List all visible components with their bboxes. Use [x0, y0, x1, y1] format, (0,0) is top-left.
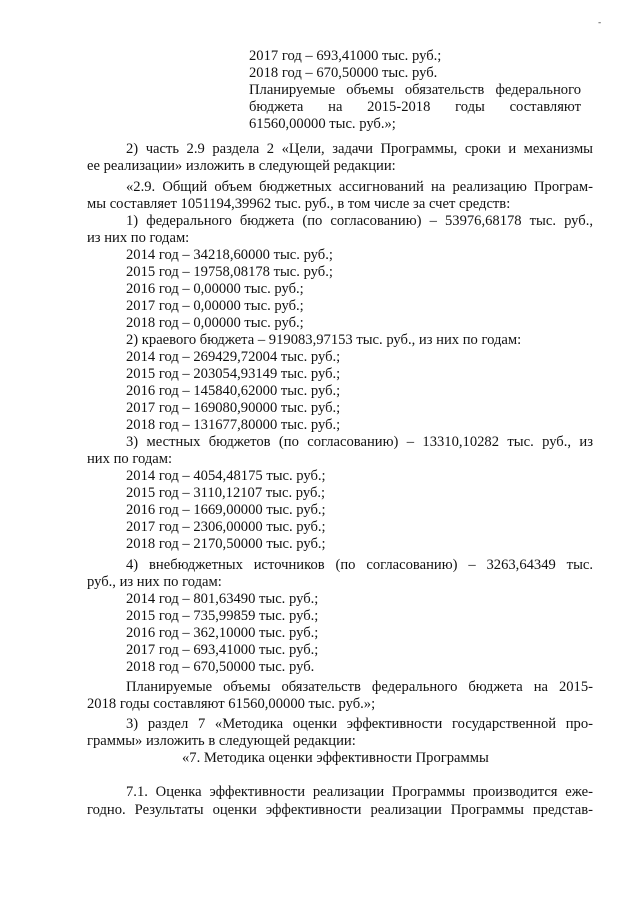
list-item: 2018 год – 131677,80000 тыс. руб.; — [126, 417, 341, 433]
list-item: 2015 год – 3110,12107 тыс. руб.; — [126, 485, 326, 501]
text-line: мы составляет 1051194,39962 тыс. руб., в том числе за счет средств: — [87, 196, 511, 212]
list-item: 2016 год – 362,10000 тыс. руб.; — [126, 625, 319, 641]
text-line: 4) внебюджетных источников (по согласованию) – 3263,64349 тыс. — [126, 557, 593, 573]
text-line: 2) краевого бюджета – 919083,97153 тыс. руб., из них по годам: — [126, 332, 522, 348]
list-item: 2014 год – 269429,72004 тыс. руб.; — [126, 349, 341, 365]
list-item: 2015 год – 203054,93149 тыс. руб.; — [126, 366, 341, 382]
list-item: 2018 год – 2170,50000 тыс. руб.; — [126, 536, 326, 552]
list-item: 2014 год – 801,63490 тыс. руб.; — [126, 591, 319, 607]
text-line: из них по годам: — [87, 230, 190, 246]
text-line: 1) федерального бюджета (по согласованию) – 53976,68178 тыс. руб., — [126, 213, 593, 229]
text-line: 2018 год – 670,50000 тыс. руб. — [249, 65, 438, 81]
list-item: 2016 год – 0,00000 тыс. руб.; — [126, 281, 304, 297]
text-line: 3) раздел 7 «Методика оценки эффективности государственной про- — [126, 716, 593, 732]
section-title: «7. Методика оценки эффективности Программы — [182, 750, 489, 766]
list-item: 2017 год – 0,00000 тыс. руб.; — [126, 298, 304, 314]
list-item: 2017 год – 169080,90000 тыс. руб.; — [126, 400, 341, 416]
text-line: 61560,00000 тыс. руб.»; — [249, 116, 396, 132]
text-line: 2017 год – 693,41000 тыс. руб.; — [249, 48, 442, 64]
text-line: ее реализации» изложить в следующей редакции: — [87, 158, 396, 174]
list-item: 2014 год – 34218,60000 тыс. руб.; — [126, 247, 333, 263]
list-item: 2018 год – 670,50000 тыс. руб. — [126, 659, 315, 675]
corner-mark: - — [598, 18, 602, 28]
text-line: 2) часть 2.9 раздела 2 «Цели, задачи Программы, сроки и механизмы — [126, 141, 593, 157]
list-item: 2018 год – 0,00000 тыс. руб.; — [126, 315, 304, 331]
text-line: руб., из них по годам: — [87, 574, 222, 590]
list-item: 2016 год – 145840,62000 тыс. руб.; — [126, 383, 341, 399]
list-item: 2015 год – 19758,08178 тыс. руб.; — [126, 264, 333, 280]
text-line: годно. Результаты оценки эффективности реализации Программы представ- — [87, 802, 593, 818]
text-line: них по годам: — [87, 451, 173, 467]
list-item: 2014 год – 4054,48175 тыс. руб.; — [126, 468, 326, 484]
text-line: 3) местных бюджетов (по согласованию) – 13310,10282 тыс. руб., из — [126, 434, 593, 450]
text-line: Планируемые объемы обязательств федерального бюджета на 2015- — [126, 679, 593, 695]
list-item: 2017 год – 693,41000 тыс. руб.; — [126, 642, 319, 658]
list-item: 2015 год – 735,99859 тыс. руб.; — [126, 608, 319, 624]
text-line: Планируемые объемы обязательств федерального — [249, 82, 581, 98]
text-line: «2.9. Общий объем бюджетных ассигнований на реализацию Програм- — [126, 179, 593, 195]
text-line: 7.1. Оценка эффективности реализации Программы производится еже- — [126, 784, 593, 800]
text-line: бюджета на 2015-2018 годы составляют — [249, 99, 581, 115]
list-item: 2017 год – 2306,00000 тыс. руб.; — [126, 519, 326, 535]
text-line: граммы» изложить в следующей редакции: — [87, 733, 356, 749]
text-line: 2018 годы составляют 61560,00000 тыс. руб.»; — [87, 696, 376, 712]
list-item: 2016 год – 1669,00000 тыс. руб.; — [126, 502, 326, 518]
